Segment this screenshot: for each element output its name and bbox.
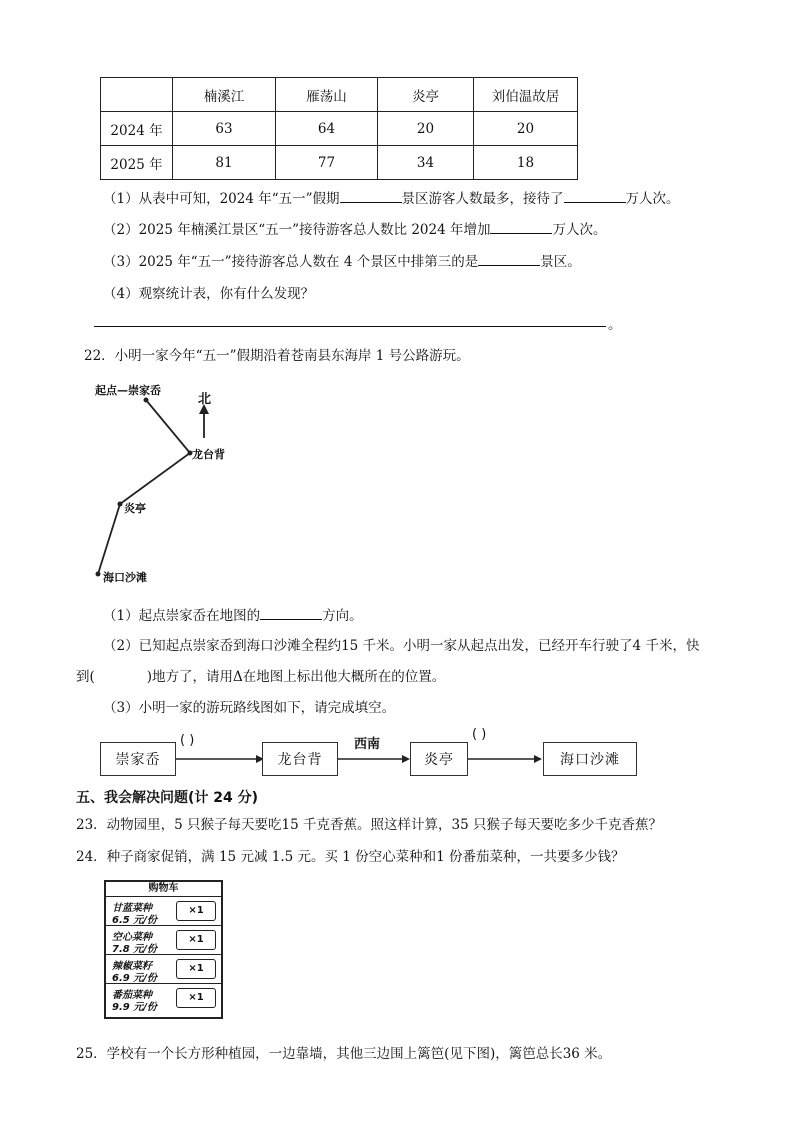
q25-text: 25．学校有一个长方形种植园，一边靠墙，其他三边围上篱笆(见下图)，篱笆总长36 米。 (76, 1046, 612, 1062)
answer-blank[interactable] (564, 188, 626, 203)
route-map[interactable] (90, 380, 260, 585)
cart-item (106, 955, 221, 984)
cart-item-qty[interactable]: ×1 (176, 930, 216, 950)
cart-title: 购物车 (106, 882, 221, 897)
cart-item (106, 897, 221, 926)
table-cell: 20 (378, 112, 474, 146)
cart-item-price: 7.8 元/份 (112, 944, 157, 955)
stats-table (100, 77, 578, 180)
q21-part3: （3）2025 年“五一”接待游客总人数在 4 个景区中排第三的是 景区。 (103, 250, 581, 270)
route-box-start: 崇家岙 (100, 742, 176, 776)
shopping-cart (104, 880, 223, 1019)
table-header-cell: 刘伯温故居 (474, 78, 578, 112)
map-label-longtaibei: 龙台背 (192, 448, 225, 461)
cart-item-name: 甘蓝菜种 (112, 903, 152, 914)
map-label-yanting: 炎亭 (124, 502, 146, 515)
map-point-yanting (118, 502, 123, 507)
q24-text: 24．种子商家促销，满 15 元减 1.5 元。买 1 份空心菜种和1 份番茄菜种，一共要多少钱？ (76, 849, 625, 865)
cart-item (106, 926, 221, 955)
table-cell: 18 (474, 146, 578, 180)
map-label-haikou: 海口沙滩 (103, 571, 147, 584)
table-cell: 20 (474, 112, 578, 146)
cart-item-price: 6.9 元/份 (112, 973, 157, 984)
table-cell: 34 (378, 146, 474, 180)
table-cell: 77 (276, 146, 378, 180)
q23-text: 23．动物园里，5 只猴子每天要吃15 千克香蕉。照这样计算，35 只猴子每天要吃多少千克香蕉？ (76, 817, 662, 833)
answer-blank[interactable] (260, 605, 322, 620)
cart-item-qty[interactable]: ×1 (176, 988, 216, 1008)
table-header-cell (101, 78, 173, 112)
route-line (98, 400, 190, 574)
cart-item-price: 6.5 元/份 (112, 915, 157, 926)
route-box-longtaibei: 龙台背 (262, 742, 338, 776)
table-cell: 64 (276, 112, 378, 146)
q22-stem: 22．小明一家今年“五一”假期沿着苍南县东海岸 1 号公路游玩。 (84, 348, 470, 364)
q22-part2-line1: （2）已知起点崇家岙到海口沙滩全程约15 千米。小明一家从起点出发，已经开车行驶了4 千米，快 (103, 638, 700, 654)
arrow-head-icon (534, 755, 542, 763)
cart-item (106, 984, 221, 1012)
table-cell: 63 (173, 112, 276, 146)
q21-part1: （1）从表中可知，2024 年“五一”假期 景区游客人数最多，接待了 万人次。 (103, 187, 680, 207)
table-header-cell: 楠溪江 (173, 78, 276, 112)
table-row-label: 2024 年 (101, 112, 173, 146)
table-header-row (101, 78, 578, 112)
answer-blank[interactable] (478, 251, 540, 266)
table-header-cell: 炎亭 (378, 78, 474, 112)
map-label-north: 北 (198, 392, 212, 407)
table-cell: 81 (173, 146, 276, 180)
q21-part2: （2）2025 年楠溪江景区“五一”接待游客总人数比 2024 年增加 万人次。 (103, 218, 606, 238)
route-direction-2: 西南 (354, 737, 381, 752)
route-direction-blank-1[interactable]: ( ) (180, 733, 195, 748)
map-point-start (144, 398, 149, 403)
q22-part1: （1）起点崇家岙在地图的 方向。 (103, 604, 363, 624)
cart-item-name: 辣椒菜籽 (112, 961, 152, 972)
cart-item-qty[interactable]: ×1 (176, 959, 216, 979)
route-direction-blank-3[interactable]: ( ) (472, 727, 487, 742)
map-point-haikou (96, 572, 101, 577)
cart-item-name: 番茄菜种 (112, 990, 152, 1001)
table-header-cell: 雁荡山 (276, 78, 378, 112)
table-row (101, 146, 578, 180)
table-row (101, 112, 578, 146)
cart-item-qty[interactable]: ×1 (176, 901, 216, 921)
answer-blank[interactable] (340, 188, 402, 203)
answer-line-end: 。 (608, 317, 622, 333)
answer-blank[interactable] (490, 219, 552, 234)
cart-item-price: 9.9 元/份 (112, 1002, 157, 1013)
route-box-yanting: 炎亭 (410, 742, 468, 776)
section-title: 五、我会解决问题(计 24 分) (76, 790, 259, 806)
q22-part2-line2: 到( )地方了，请用Δ在地图上标出他大概所在的位置。 (76, 669, 446, 685)
q21-part4: （4）观察统计表，你有什么发现？ (103, 286, 315, 302)
answer-line[interactable] (94, 326, 606, 327)
q22-part3: （3）小明一家的游玩路线图如下，请完成填空。 (103, 700, 396, 716)
arrow-head-icon (402, 755, 410, 763)
route-box-haikou: 海口沙滩 (543, 742, 637, 776)
table-row-label: 2025 年 (101, 146, 173, 180)
cart-item-name: 空心菜种 (112, 932, 152, 943)
map-label-start: 起点—崇家岙 (95, 384, 161, 397)
